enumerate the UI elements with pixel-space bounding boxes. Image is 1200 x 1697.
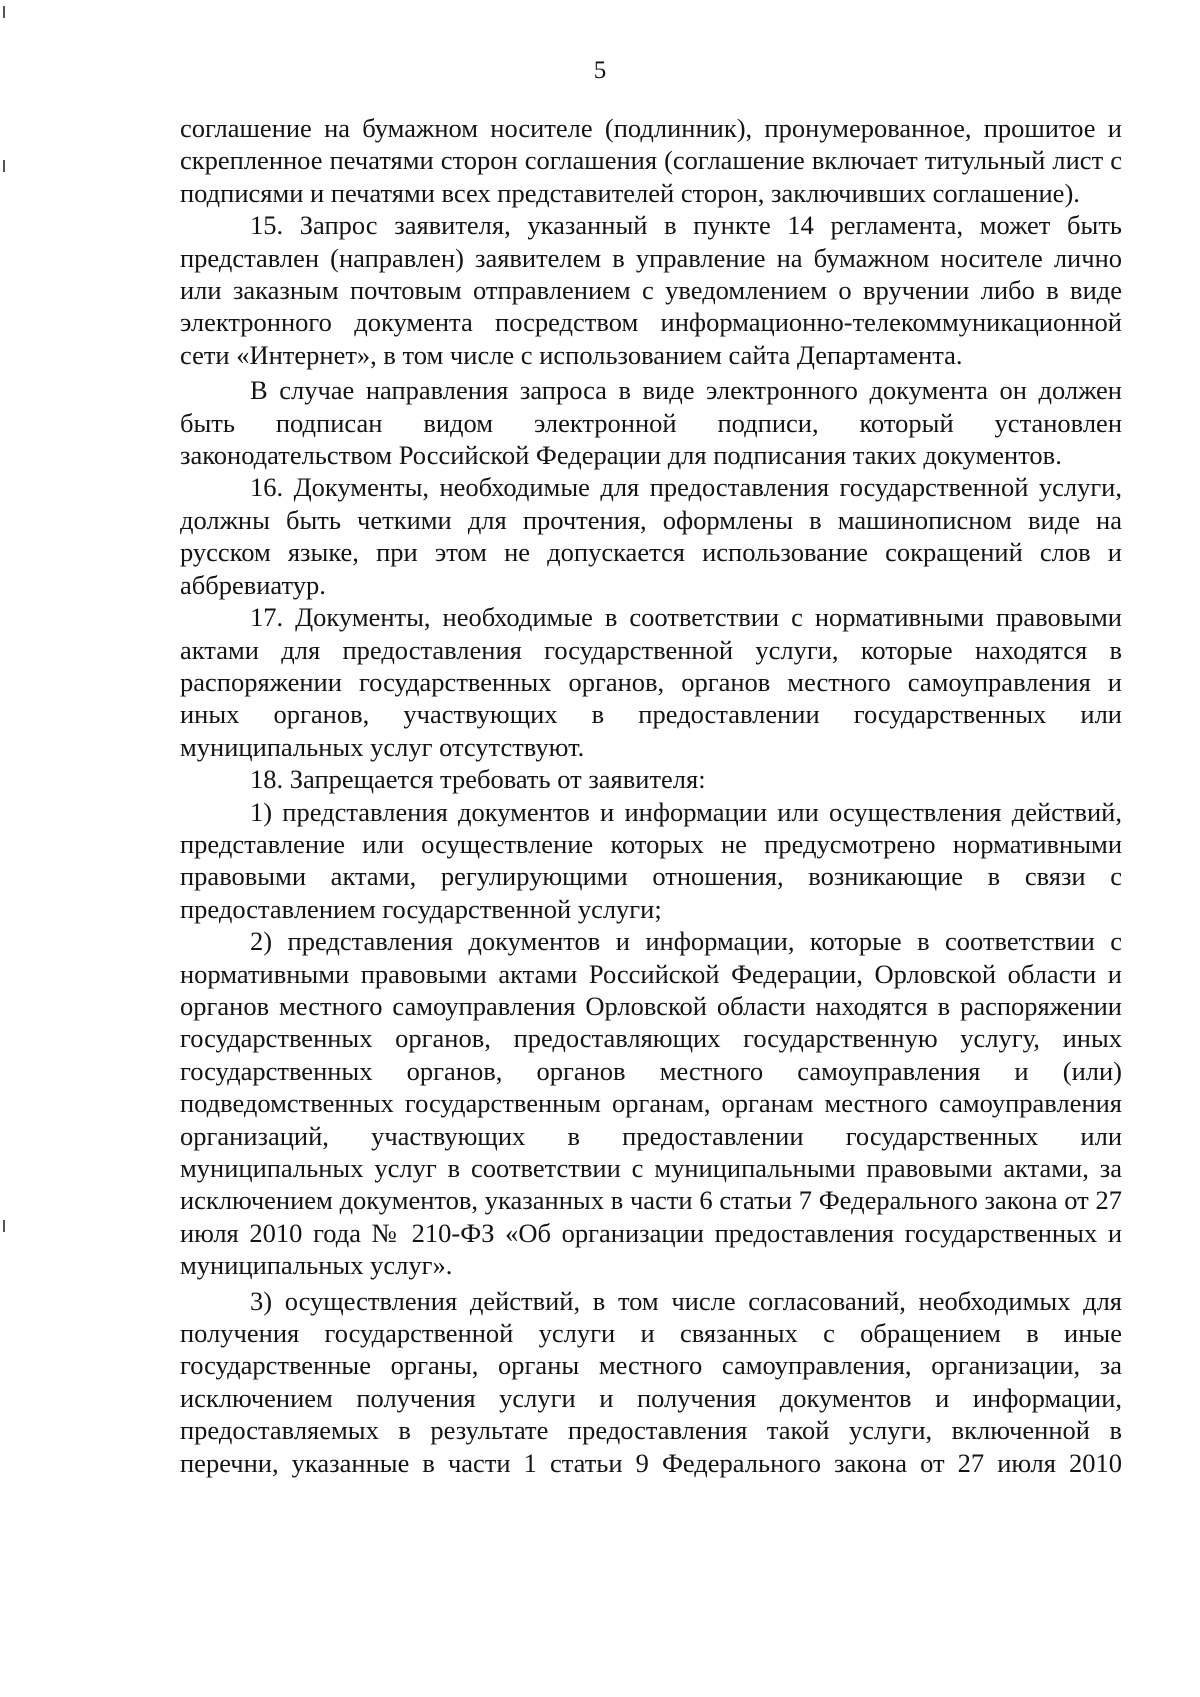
scan-margin-mark-top: [3, 6, 5, 18]
page-number: 5: [593, 57, 607, 84]
scan-margin-mark-lower: [3, 1220, 5, 1232]
paragraph-18-item-3: 3) осуществления действий, в том числе согласований, необходимых для получения государственной услуги и связанных с обращением в иные государственные органы, органы местного самоуправления, организации, за исключением получения услуги и получения документов и информации, предоставляемых в результате предоставления такой услуги, включенной в перечни, указанные в части 1 статьи 9 Федерального закона от 27 июля 2010: [180, 1285, 1122, 1478]
paragraph-agreement-continuation: соглашение на бумажном носителе (подлинник), пронумерованное, прошитое и скрепленное печатями сторон соглашения (соглашение включает титульный лист с подписями и печатями всех представителей сторон, заключивших соглашение).: [180, 113, 1122, 208]
paragraph-electronic-request: В случае направления запроса в виде электронного документа он должен быть подписан видом электронной подписи, который установлен законодательством Российской Федерации для подписания таких документов.: [180, 375, 1122, 471]
paragraph-18-item-2: 2) представления документов и информации, которые в соответствии с нормативными правовыми актами Российской Федерации, Орловской области и органов местного самоуправления Орловской области находятся в распоряжении государственных органов, предоставляющих государственную услугу, иных государственных органов, органов местного самоуправления и (или) подведомственных государственным органам, органам местного самоуправления организаций, участвующих в предоставлении государственных или муниципальных услуг в соответствии с муниципальными правовыми актами, за исключением документов, указанных в части 6 статьи 7 Федерального закона от 27 июля 2010 года № 210-ФЗ «Об организации предоставления государственных и муниципальных услуг».: [180, 926, 1122, 1281]
paragraph-18-item-1: 1) представления документов и информации или осуществления действий, представление или осуществление которых не предусмотрено нормативными правовыми актами, регулирующими отношения, возникающие в связи с предоставлением государственной услуги;: [180, 796, 1122, 924]
paragraph-18: 18. Запрещается требовать от заявителя:: [250, 764, 706, 795]
paragraph-15: 15. Запрос заявителя, указанный в пункте 14 регламента, может быть представлен (направлен) заявителем в управление на бумажном носителе лично или заказным почтовым отправлением с уведомлением о вручении либо в виде электронного документа посредством информационно-телекоммуникационной сети «Интернет», в том числе с использованием сайта Департамента.: [180, 210, 1122, 370]
paragraph-16: 16. Документы, необходимые для предоставления государственной услуги, должны быть четкими для прочтения, оформлены в машинописном виде на русском языке, при этом не допускается использование сокращений слов и аббревиатур.: [180, 472, 1122, 600]
document-body: [180, 112, 1122, 1479]
paragraph-17: 17. Документы, необходимые в соответствии с нормативными правовыми актами для предоставления государственной услуги, которые находятся в распоряжении государственных органов, органов местного самоуправления и иных органов, участвующих в предоставлении государственных или муниципальных услуг отсутствуют.: [180, 602, 1122, 762]
scan-margin-mark-middle: [3, 160, 5, 172]
